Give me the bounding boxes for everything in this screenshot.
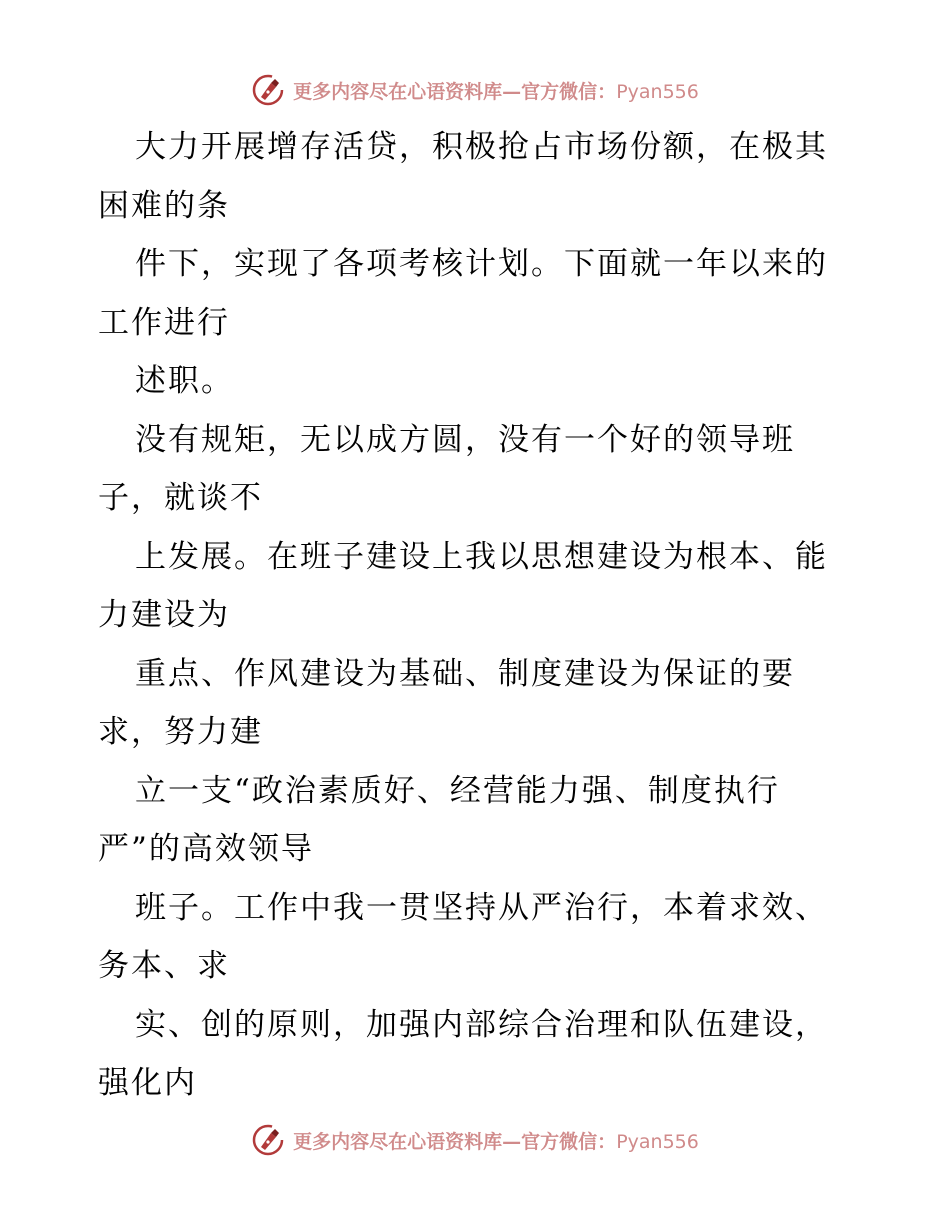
watermark-text: 更多内容尽在心语资料库—官方微信：Pyan556 xyxy=(293,80,699,103)
text-line: 求，努力建 xyxy=(98,714,263,750)
footer-watermark xyxy=(0,1120,950,1160)
text-line: 子，就谈不 xyxy=(98,480,263,516)
text-line: 工作进行 xyxy=(98,304,230,341)
text-line: 大力开展增存活贷，积极抢占市场份额，在极其 xyxy=(135,129,828,165)
text-line: 困难的条 xyxy=(98,187,230,224)
pen-nib-circle-icon xyxy=(251,1123,285,1157)
text-line: 件下，实现了各项考核计划。下面就一年以来的 xyxy=(135,246,828,282)
text-line: 重点、作风建设为基础、制度建设为保证的要 xyxy=(135,655,795,692)
watermark-text: 更多内容尽在心语资料库—官方微信：Pyan556 xyxy=(293,1130,699,1153)
header-watermark xyxy=(0,70,950,110)
text-line: 立一支“政治素质好、经营能力强、制度执行 xyxy=(135,772,780,809)
document-body xyxy=(98,118,858,1113)
text-line: 述职。 xyxy=(135,363,234,399)
text-line: 班子。工作中我一贯坚持从严治行，本着求效、 xyxy=(135,889,828,926)
text-line: 强化内 xyxy=(98,1065,197,1101)
text-line: 实、创的原则，加强内部综合治理和队伍建设， xyxy=(135,1006,828,1043)
pen-nib-circle-icon xyxy=(251,73,285,107)
text-line: 务本、求 xyxy=(98,948,230,984)
text-line: 没有规矩，无以成方圆，没有一个好的领导班 xyxy=(135,421,795,458)
text-line: 力建设为 xyxy=(98,597,230,633)
text-line: 上发展。在班子建设上我以思想建设为根本、能 xyxy=(135,538,828,575)
text-line: 严”的高效领导 xyxy=(98,831,314,867)
